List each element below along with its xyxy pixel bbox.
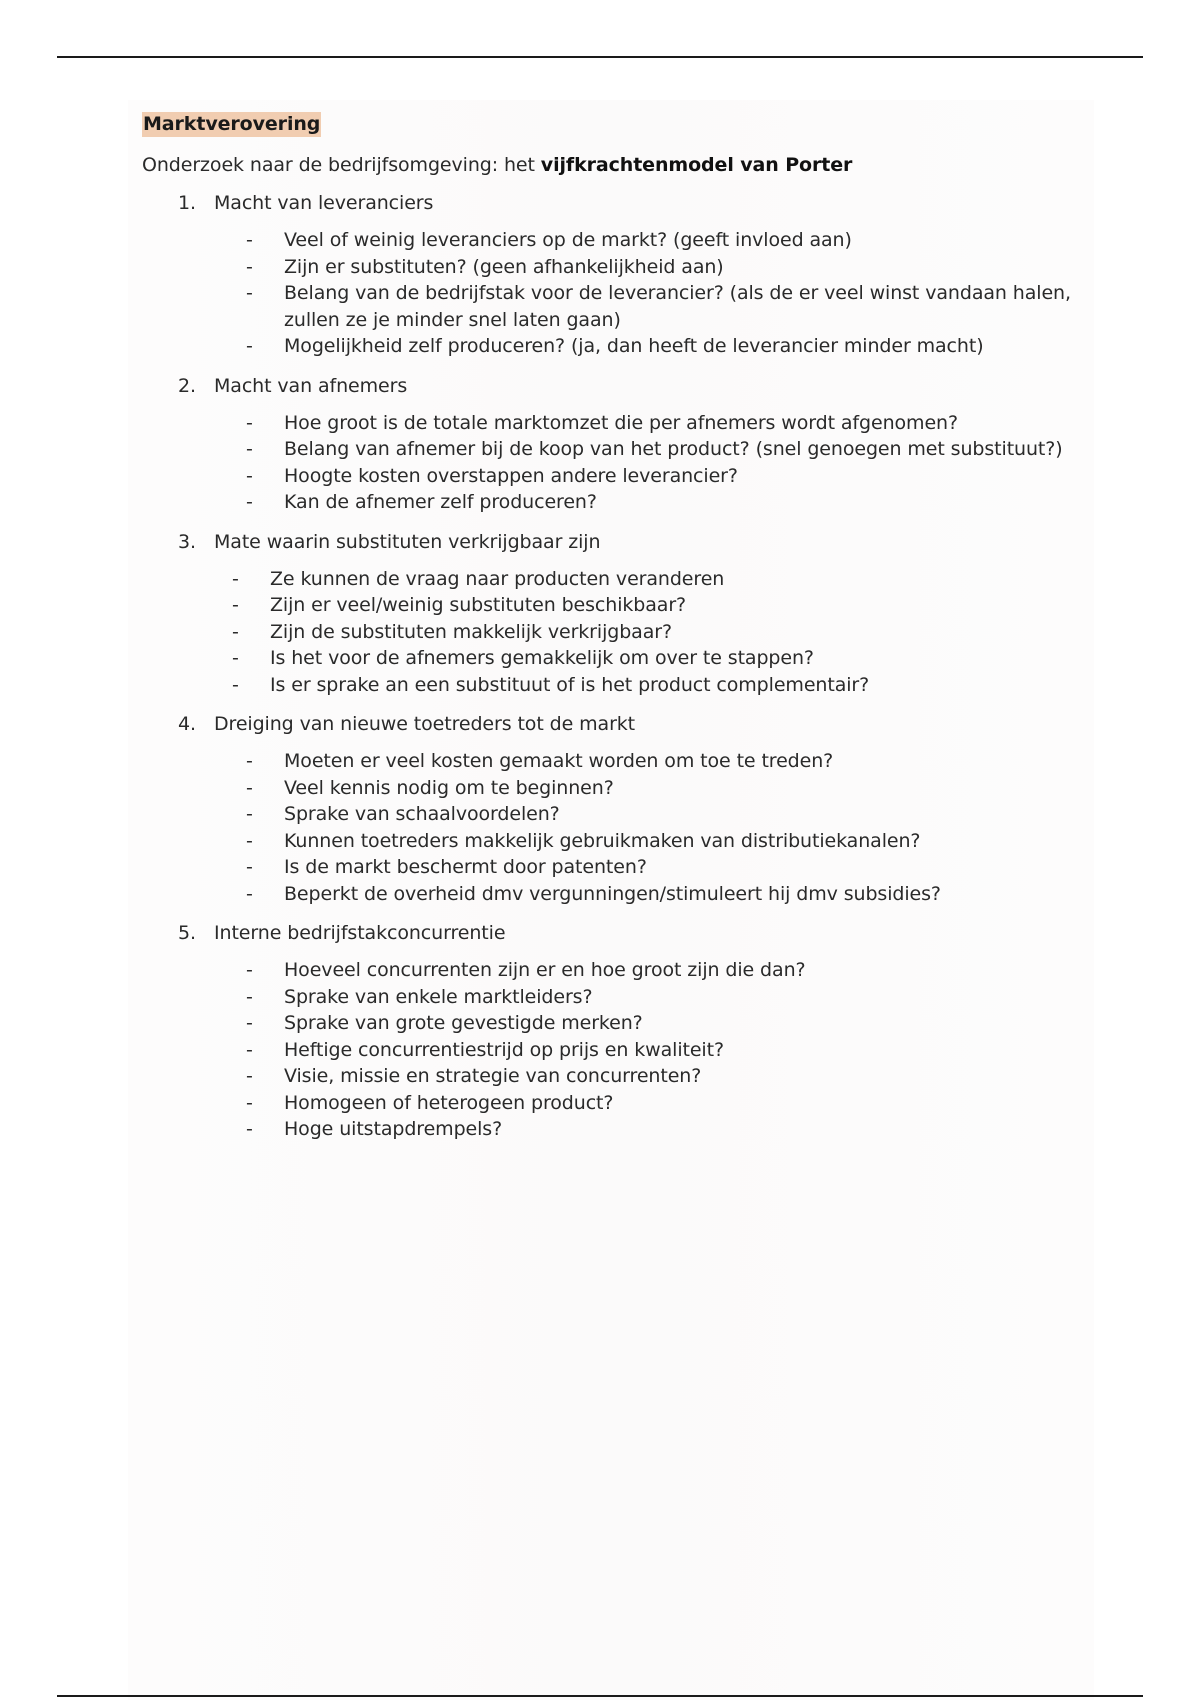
section-title: Dreiging van nieuwe toetreders tot de markt bbox=[214, 713, 636, 735]
section-number: 2. bbox=[178, 374, 196, 397]
bullet-text: Homogeen of heterogeen product? bbox=[284, 1091, 614, 1114]
list-item bbox=[232, 645, 1102, 672]
bullet-text: Visie, missie en strategie van concurrenten? bbox=[284, 1065, 702, 1087]
bullet-marker: - bbox=[246, 803, 253, 825]
list-item bbox=[246, 748, 1102, 775]
list-item bbox=[246, 333, 1102, 360]
bullet-marker: - bbox=[246, 985, 253, 1008]
intro-text: Onderzoek naar de bedrijfsomgeving: het bbox=[142, 154, 541, 176]
section-number: 1. bbox=[178, 192, 196, 214]
list-item bbox=[232, 592, 1102, 619]
bullet-text: Sprake van schaalvoordelen? bbox=[284, 803, 560, 825]
section-title: Macht van leveranciers bbox=[214, 192, 434, 214]
list-item bbox=[232, 672, 1102, 699]
list-item bbox=[246, 1037, 1102, 1064]
bullet-marker: - bbox=[246, 1118, 253, 1140]
bullet-marker: - bbox=[232, 620, 239, 643]
bullet-text: Heftige concurrentiestrijd op prijs en kwaliteit? bbox=[284, 1038, 724, 1061]
list-item bbox=[246, 775, 1102, 802]
list-item bbox=[246, 1063, 1102, 1090]
bullet-text: Hoge uitstapdrempels? bbox=[284, 1118, 503, 1140]
bullet-marker: - bbox=[246, 776, 253, 799]
bullet-marker: - bbox=[246, 882, 253, 905]
list-item bbox=[246, 1116, 1102, 1143]
list-item bbox=[246, 436, 1102, 463]
list-item bbox=[246, 957, 1102, 984]
bullet-marker: - bbox=[232, 673, 239, 696]
bullet-text: Mogelijkheid zelf produceren? (ja, dan heeft de leverancier minder macht) bbox=[284, 335, 984, 357]
list-item bbox=[246, 489, 1102, 516]
section-title: Macht van afnemers bbox=[214, 374, 408, 397]
bullet-marker: - bbox=[246, 282, 253, 304]
bullet-text: Zijn er substituten? (geen afhankelijkheid aan) bbox=[284, 255, 724, 278]
list-item bbox=[246, 854, 1102, 881]
bullet-marker: - bbox=[246, 1038, 253, 1061]
bullet-text: Kan de afnemer zelf produceren? bbox=[284, 491, 597, 513]
bullet-list bbox=[142, 410, 1102, 516]
force-section bbox=[142, 530, 1102, 699]
bullet-marker: - bbox=[246, 464, 253, 487]
section-title: Mate waarin substituten verkrijgbaar zijn bbox=[214, 530, 601, 553]
document-body bbox=[142, 112, 1102, 1157]
bullet-text: Veel kennis nodig om te beginnen? bbox=[284, 776, 614, 799]
intro-paragraph bbox=[142, 153, 1102, 177]
list-item bbox=[246, 828, 1102, 855]
bullet-marker: - bbox=[246, 1091, 253, 1114]
section-heading bbox=[178, 191, 1102, 215]
bullet-text: Sprake van enkele marktleiders? bbox=[284, 985, 593, 1008]
list-item bbox=[246, 1090, 1102, 1117]
bullet-marker: - bbox=[232, 567, 239, 590]
bullet-text: Hoe groot is de totale marktomzet die per afnemers wordt afgenomen? bbox=[284, 411, 958, 434]
bullet-marker: - bbox=[246, 1012, 253, 1034]
bullet-marker: - bbox=[246, 229, 253, 251]
bullet-marker: - bbox=[246, 959, 253, 981]
bullet-text: Ze kunnen de vraag naar producten veranderen bbox=[270, 567, 725, 590]
bullet-text: Sprake van grote gevestigde merken? bbox=[284, 1012, 643, 1034]
list-item bbox=[246, 801, 1102, 828]
bullet-marker: - bbox=[246, 411, 253, 434]
header-rule bbox=[57, 56, 1143, 58]
force-section bbox=[142, 712, 1102, 907]
bullet-marker: - bbox=[246, 856, 253, 878]
forces-list bbox=[142, 191, 1102, 1143]
bullet-text: Kunnen toetreders makkelijk gebruikmaken van distributiekanalen? bbox=[284, 829, 921, 852]
bullet-text: Belang van de bedrijfstak voor de leverancier? (als de er veel winst vandaan halen, zullen ze je minder snel laten gaan) bbox=[284, 282, 1071, 331]
intro-bold-term: vijfkrachtenmodel van Porter bbox=[540, 154, 853, 176]
list-item bbox=[246, 1010, 1102, 1037]
bullet-marker: - bbox=[246, 491, 253, 513]
list-item bbox=[246, 410, 1102, 437]
bullet-marker: - bbox=[246, 1065, 253, 1087]
list-item bbox=[246, 280, 1102, 333]
bullet-text: Is het voor de afnemers gemakkelijk om over te stappen? bbox=[270, 647, 814, 669]
bullet-text: Zijn er veel/weinig substituten beschikbaar? bbox=[270, 594, 687, 616]
section-heading bbox=[178, 712, 1102, 736]
bullet-marker: - bbox=[246, 255, 253, 278]
section-number: 3. bbox=[178, 530, 196, 553]
section-heading bbox=[178, 921, 1102, 945]
bullet-text: Is er sprake an een substituut of is het product complementair? bbox=[270, 673, 870, 696]
section-number: 5. bbox=[178, 922, 196, 944]
bullet-text: Beperkt de overheid dmv vergunningen/stimuleert hij dmv subsidies? bbox=[284, 882, 941, 905]
list-item bbox=[246, 463, 1102, 490]
bullet-list bbox=[142, 566, 1102, 699]
list-item bbox=[246, 254, 1102, 281]
force-section bbox=[142, 191, 1102, 360]
bullet-marker: - bbox=[232, 647, 239, 669]
bullet-text: Veel of weinig leveranciers op de markt? (geeft invloed aan) bbox=[284, 229, 852, 251]
footer-rule bbox=[57, 1695, 1143, 1697]
bullet-list bbox=[142, 227, 1102, 360]
bullet-text: Belang van afnemer bij de koop van het product? (snel genoegen met substituut?) bbox=[284, 438, 1063, 460]
bullet-marker: - bbox=[246, 829, 253, 852]
list-item bbox=[246, 227, 1102, 254]
bullet-text: Hoeveel concurrenten zijn er en hoe groot zijn die dan? bbox=[284, 959, 806, 981]
bullet-list bbox=[142, 957, 1102, 1143]
bullet-text: Is de markt beschermt door patenten? bbox=[284, 856, 647, 878]
bullet-text: Moeten er veel kosten gemaakt worden om toe te treden? bbox=[284, 750, 834, 772]
bullet-list bbox=[142, 748, 1102, 907]
bullet-text: Hoogte kosten overstappen andere leverancier? bbox=[284, 464, 738, 487]
section-title: Interne bedrijfstakconcurrentie bbox=[214, 922, 506, 944]
bullet-marker: - bbox=[246, 438, 253, 460]
list-item bbox=[232, 566, 1102, 593]
list-item bbox=[246, 984, 1102, 1011]
bullet-marker: - bbox=[246, 335, 253, 357]
force-section bbox=[142, 921, 1102, 1143]
list-item bbox=[246, 881, 1102, 908]
section-number: 4. bbox=[178, 713, 196, 735]
section-heading bbox=[178, 530, 1102, 554]
bullet-text: Zijn de substituten makkelijk verkrijgbaar? bbox=[270, 620, 672, 643]
document-heading: Marktverovering bbox=[143, 113, 321, 135]
bullet-marker: - bbox=[232, 594, 239, 616]
list-item bbox=[232, 619, 1102, 646]
force-section bbox=[142, 374, 1102, 516]
section-heading bbox=[178, 374, 1102, 398]
bullet-marker: - bbox=[246, 750, 253, 772]
